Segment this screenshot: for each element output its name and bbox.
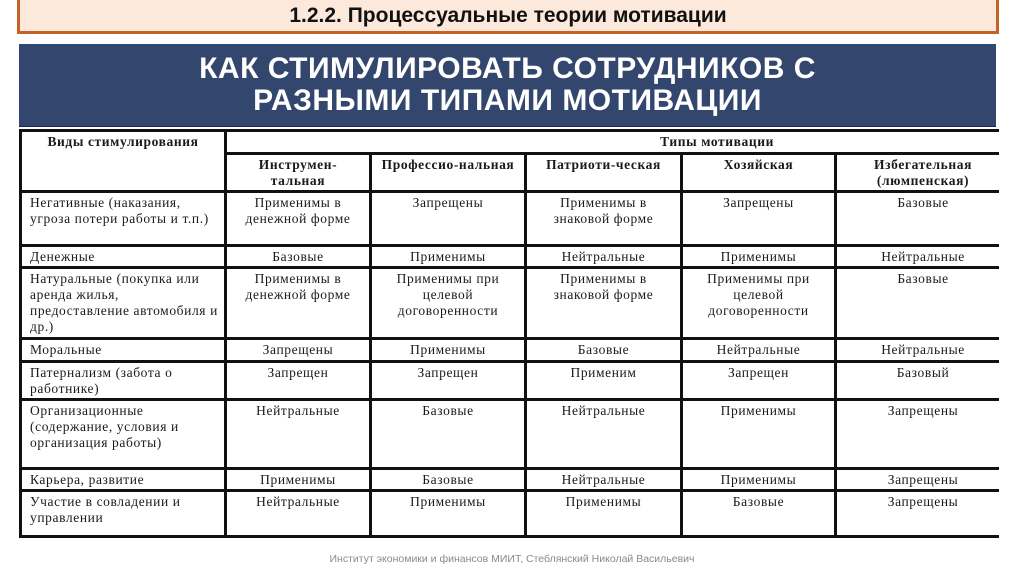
table-cell: Базовые bbox=[371, 469, 526, 491]
table-cell: Применимы bbox=[371, 491, 526, 537]
table-cell: Применимы bbox=[682, 469, 836, 491]
header-col-avoidant: Избегательная (люмпенская) bbox=[836, 154, 1000, 192]
row-kind: Участие в совладении и управлении bbox=[21, 491, 226, 537]
banner-line-1: КАК СТИМУЛИРОВАТЬ СОТРУДНИКОВ С bbox=[199, 52, 816, 85]
row-kind: Моральные bbox=[21, 339, 226, 362]
table-cell: Применим bbox=[526, 362, 682, 400]
table-cell: Запрещен bbox=[682, 362, 836, 400]
row-kind: Негативные (наказания, угроза потери работы и т.п.) bbox=[21, 192, 226, 246]
table-row bbox=[21, 400, 1000, 469]
header-col-patriotic: Патриоти-ческая bbox=[526, 154, 682, 192]
table-row bbox=[21, 192, 1000, 246]
table-cell: Базовые bbox=[836, 268, 1000, 339]
table-cell: Применимы bbox=[371, 246, 526, 268]
table-cell: Запрещены bbox=[682, 192, 836, 246]
table-cell: Базовые bbox=[682, 491, 836, 537]
table-cell: Запрещены bbox=[836, 400, 1000, 469]
table-cell: Базовые bbox=[836, 192, 1000, 246]
header-col-professional: Профессио-нальная bbox=[371, 154, 526, 192]
table-cell: Запрещен bbox=[226, 362, 371, 400]
table-cell: Применимы в денежной форме bbox=[226, 192, 371, 246]
header-col-instrumental: Инструмен-тальная bbox=[226, 154, 371, 192]
row-kind: Карьера, развитие bbox=[21, 469, 226, 491]
table-cell: Нейтральные bbox=[836, 339, 1000, 362]
motivation-table bbox=[19, 129, 999, 538]
table-cell: Нейтральные bbox=[526, 469, 682, 491]
slide-title-text: 1.2.2. Процессуальные теории мотивации bbox=[289, 3, 727, 27]
table-cell: Применимы bbox=[371, 339, 526, 362]
table-row bbox=[21, 268, 1000, 339]
table-cell: Применимы в знаковой форме bbox=[526, 268, 682, 339]
row-kind: Организационные (содержание, условия и организация работы) bbox=[21, 400, 226, 469]
table-cell: Нейтральные bbox=[682, 339, 836, 362]
table-row bbox=[21, 491, 1000, 537]
banner-heading bbox=[19, 44, 996, 127]
row-kind: Натуральные (покупка или аренда жилья, предоставление автомобиля и др.) bbox=[21, 268, 226, 339]
table-cell: Применимы при целевой договоренности bbox=[371, 268, 526, 339]
table-cell: Нейтральные bbox=[226, 491, 371, 537]
table-cell: Нейтральные bbox=[526, 246, 682, 268]
banner-line-2: РАЗНЫМИ ТИПАМИ МОТИВАЦИИ bbox=[253, 84, 762, 117]
table-row bbox=[21, 362, 1000, 400]
table-row bbox=[21, 339, 1000, 362]
table-cell: Применимы bbox=[526, 491, 682, 537]
table-cell: Запрещены bbox=[836, 469, 1000, 491]
table-cell: Применимы в знаковой форме bbox=[526, 192, 682, 246]
table-cell: Запрещены bbox=[226, 339, 371, 362]
table-cell: Запрещены bbox=[836, 491, 1000, 537]
motivation-table-container bbox=[19, 129, 999, 538]
table-cell: Применимы bbox=[226, 469, 371, 491]
footer-text: Институт экономики и финансов МИИТ, Стеблянский Николай Васильевич bbox=[329, 553, 695, 565]
table-cell: Запрещены bbox=[371, 192, 526, 246]
table-row bbox=[21, 246, 1000, 268]
table-cell: Применимы bbox=[682, 246, 836, 268]
table-cell: Применимы в денежной форме bbox=[226, 268, 371, 339]
table-cell: Применимы bbox=[682, 400, 836, 469]
slide-title bbox=[17, 0, 999, 34]
header-kinds: Виды стимулирования bbox=[21, 131, 226, 192]
table-cell: Нейтральные bbox=[526, 400, 682, 469]
table-cell: Запрещен bbox=[371, 362, 526, 400]
header-motivation-types-text: Типы мотивации bbox=[660, 134, 774, 149]
table-cell: Применимы при целевой договоренности bbox=[682, 268, 836, 339]
table-cell: Базовый bbox=[836, 362, 1000, 400]
table-cell: Базовые bbox=[526, 339, 682, 362]
row-kind: Денежные bbox=[21, 246, 226, 268]
table-cell: Базовые bbox=[226, 246, 371, 268]
table-cell: Нейтральные bbox=[836, 246, 1000, 268]
header-motivation-types bbox=[226, 131, 1000, 154]
table-cell: Базовые bbox=[371, 400, 526, 469]
table-cell: Нейтральные bbox=[226, 400, 371, 469]
table-row bbox=[21, 469, 1000, 491]
header-col-master: Хозяйская bbox=[682, 154, 836, 192]
slide-footer bbox=[0, 553, 1024, 565]
row-kind: Патернализм (забота о работнике) bbox=[21, 362, 226, 400]
